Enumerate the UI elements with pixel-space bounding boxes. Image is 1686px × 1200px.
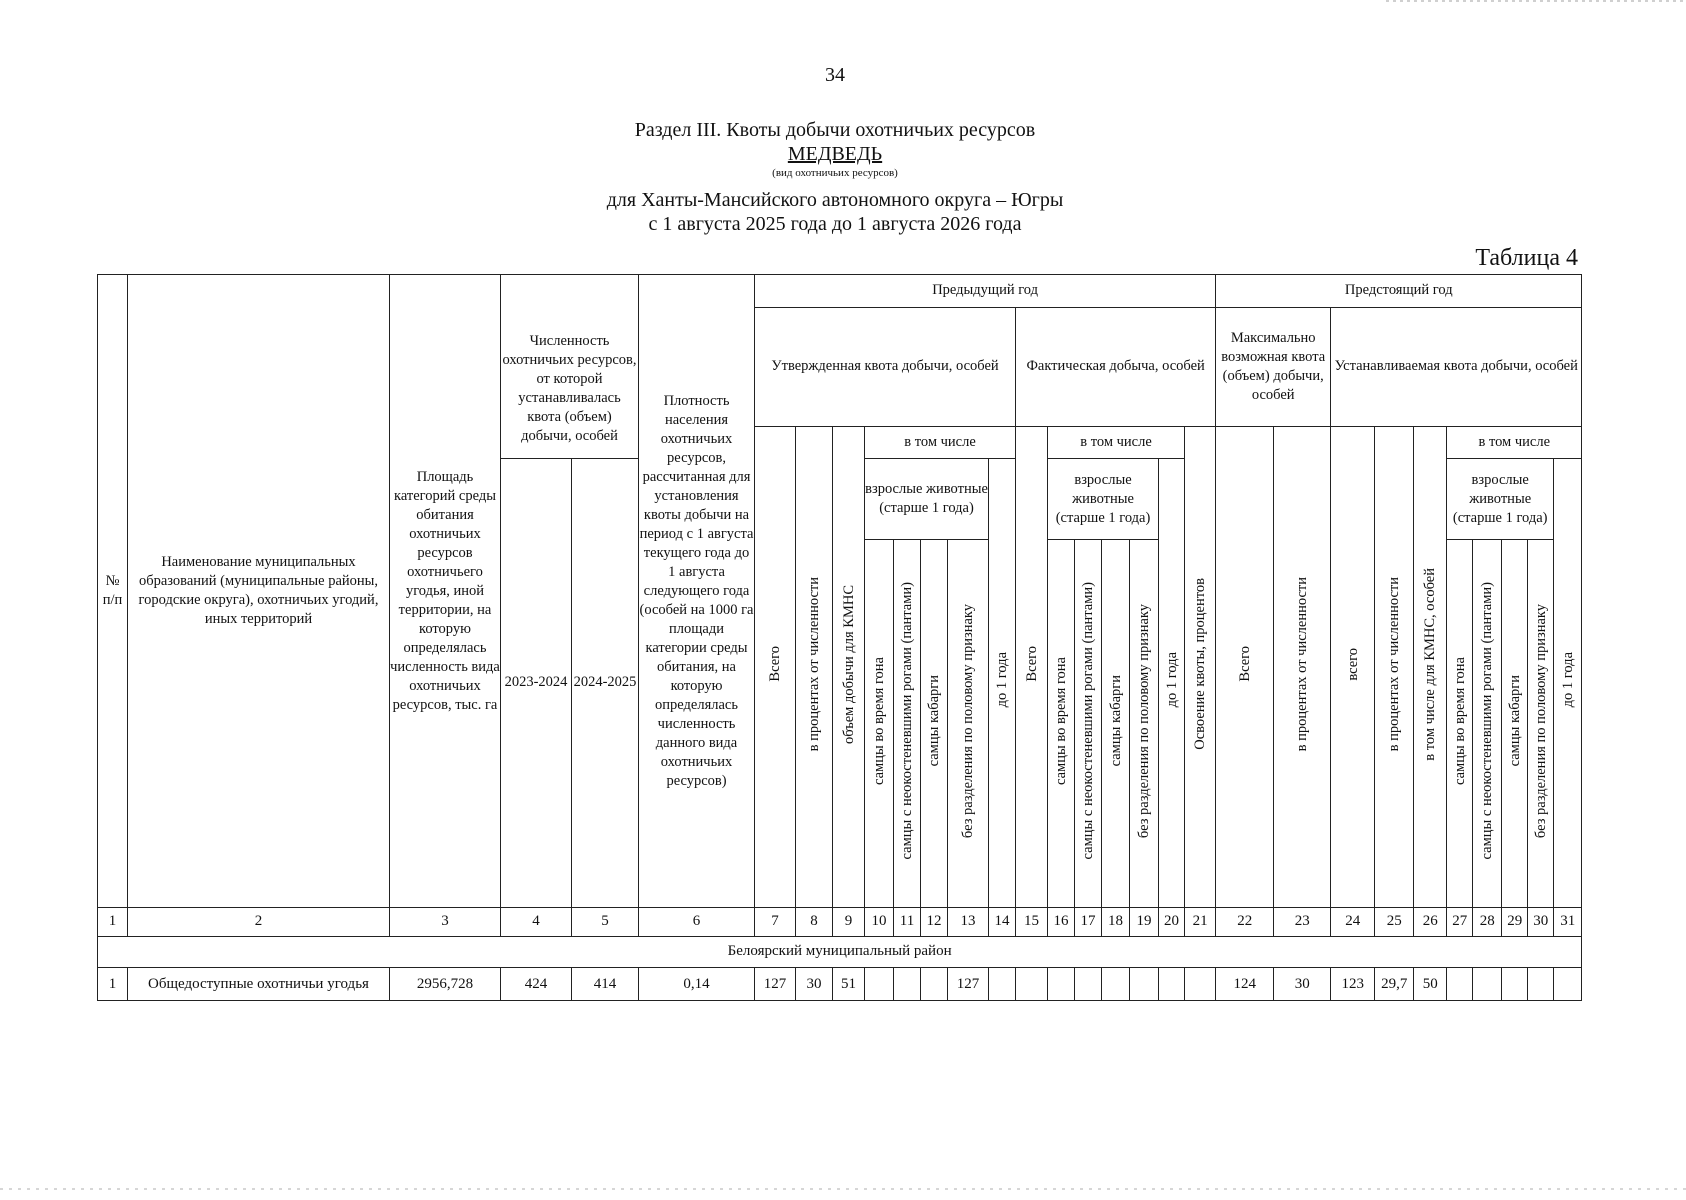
header-previous-year: Предыдущий год: [755, 275, 1216, 308]
column-number-cell: 25: [1375, 908, 1414, 937]
column-number-cell: 17: [1075, 908, 1102, 937]
table-cell: [1473, 968, 1502, 1001]
table-cell: 0,14: [639, 968, 755, 1001]
column-number-cell: 1: [98, 908, 128, 937]
table-row: [98, 968, 1582, 1001]
column-number-cell: 14: [989, 908, 1016, 937]
column-number-cell: 28: [1473, 908, 1502, 937]
table-cell: 51: [833, 968, 865, 1001]
header-pop-2024: 2024-2025: [572, 458, 639, 907]
header-max-pct: в процентах от численности: [1274, 427, 1331, 908]
table-cell: [1130, 968, 1159, 1001]
column-number-cell: 21: [1185, 908, 1216, 937]
column-number-cell: 7: [755, 908, 796, 937]
table-cell: [1102, 968, 1130, 1001]
header-quota-use: Освоение квоты, процентов: [1185, 427, 1216, 908]
column-number-cell: 20: [1159, 908, 1185, 937]
table-cell: [1502, 968, 1528, 1001]
table-cell: [1447, 968, 1473, 1001]
table-cell: 124: [1216, 968, 1274, 1001]
table-label: Таблица 4: [1475, 245, 1578, 271]
column-number-cell: 6: [639, 908, 755, 937]
column-number-cell: 31: [1554, 908, 1582, 937]
table-cell: [989, 968, 1016, 1001]
scan-edge-top: [1386, 0, 1686, 2]
header-no: № п/п: [98, 275, 128, 908]
table-cell: 1: [98, 968, 128, 1001]
header-set-males-antlers: самцы с неокостеневшими рогами (пантами): [1473, 540, 1502, 908]
table-cell: Общедоступные охотничьи угодья: [128, 968, 390, 1001]
table-cell: [1554, 968, 1582, 1001]
column-number-cell: 12: [921, 908, 948, 937]
header-fact-under1: до 1 года: [1159, 458, 1185, 907]
header-fact-total: Всего: [1016, 427, 1048, 908]
table-cell: [1075, 968, 1102, 1001]
header-population: Численность охотничьих ресурсов, от которой устанавливалась квота (объем) добычи, особей: [501, 275, 639, 459]
header-max-total: Всего: [1216, 427, 1274, 908]
table-cell: 127: [755, 968, 796, 1001]
header-set-under1: до 1 года: [1554, 458, 1582, 907]
header-fact-males-antlers: самцы с неокостеневшими рогами (пантами): [1075, 540, 1102, 908]
header-set-kmns: в том числе для КМНС, особей: [1414, 427, 1447, 908]
table-cell: 414: [572, 968, 639, 1001]
header-prev-males-rut: самцы во время гона: [865, 540, 894, 908]
column-number-cell: 24: [1331, 908, 1375, 937]
table-cell: [865, 968, 894, 1001]
header-set-no-sex: без разделения по половому признаку: [1528, 540, 1554, 908]
table-cell: [1528, 968, 1554, 1001]
header-set-quota: Устанавливаемая квота добычи, особей: [1331, 307, 1582, 426]
table-cell: 123: [1331, 968, 1375, 1001]
column-number-cell: 29: [1502, 908, 1528, 937]
table-cell: 50: [1414, 968, 1447, 1001]
header-set-males-musk: самцы кабарги: [1502, 540, 1528, 908]
header-area: Площадь категорий среды обитания охотничьих ресурсов охотничьего угодья, иной территории, на которую определялась численность вида охотничьих ресурсов, тыс. га: [390, 275, 501, 908]
quota-table: [97, 274, 1582, 1001]
region-title: для Ханты-Мансийского автономного округа – Югры: [606, 189, 1064, 211]
column-number-cell: 10: [865, 908, 894, 937]
column-number-cell: 23: [1274, 908, 1331, 937]
table-cell: [894, 968, 921, 1001]
header-set-including: в том числе: [1447, 427, 1582, 459]
column-number-cell: 22: [1216, 908, 1274, 937]
header-set-adults: взрослые животные (старше 1 года): [1447, 458, 1554, 540]
table-cell: 2956,728: [390, 968, 501, 1001]
header-fact-males-rut: самцы во время гона: [1048, 540, 1075, 908]
column-number-cell: 2: [128, 908, 390, 937]
column-number-cell: 8: [796, 908, 833, 937]
column-number-row: [98, 908, 1582, 937]
column-number-cell: 18: [1102, 908, 1130, 937]
column-number-cell: 9: [833, 908, 865, 937]
column-number-cell: 27: [1447, 908, 1473, 937]
header-prev-kmns: объем добычи для КМНС: [833, 427, 865, 908]
column-number-cell: 30: [1528, 908, 1554, 937]
header-set-males-rut: самцы во время гона: [1447, 540, 1473, 908]
header-prev-males-musk: самцы кабарги: [921, 540, 948, 908]
table-cell: 30: [796, 968, 833, 1001]
table-cell: [1185, 968, 1216, 1001]
page-number: 34: [825, 64, 845, 86]
header-set-total: всего: [1331, 427, 1375, 908]
column-number-cell: 13: [948, 908, 989, 937]
header-approved-quota: Утвержденная квота добычи, особей: [755, 307, 1016, 426]
column-number-cell: 3: [390, 908, 501, 937]
table-cell: 30: [1274, 968, 1331, 1001]
scan-edge-bottom: [0, 1188, 1686, 1190]
header-prev-under1: до 1 года: [989, 458, 1016, 907]
header-name: Наименование муниципальных образований (муниципальные районы, городские округа), охотничьих угодий, иных территорий: [128, 275, 390, 908]
table-cell: [1016, 968, 1048, 1001]
header-fact-no-sex: без разделения по половому признаку: [1130, 540, 1159, 908]
table-cell: 29,7: [1375, 968, 1414, 1001]
header-prev-including: в том числе: [865, 427, 1016, 459]
header-max-quota: Максимально возможная квота (объем) добычи, особей: [1216, 307, 1331, 426]
header-prev-adults: взрослые животные (старше 1 года): [865, 458, 989, 540]
header-next-year: Предстоящий год: [1216, 275, 1582, 308]
table-cell: 424: [501, 968, 572, 1001]
header-actual-harvest: Фактическая добыча, особей: [1016, 307, 1216, 426]
section-title: Раздел III. Квоты добычи охотничьих ресурсов: [634, 119, 1036, 141]
period-title: с 1 августа 2025 года до 1 августа 2026 года: [648, 213, 1022, 235]
region-row: Белоярский муниципальный район: [98, 936, 1582, 968]
column-number-cell: 11: [894, 908, 921, 937]
header-fact-including: в том числе: [1048, 427, 1185, 459]
column-number-cell: 19: [1130, 908, 1159, 937]
species-caption: (вид охотничьих ресурсов): [772, 167, 898, 179]
table-cell: 127: [948, 968, 989, 1001]
column-number-cell: 15: [1016, 908, 1048, 937]
header-fact-males-musk: самцы кабарги: [1102, 540, 1130, 908]
column-number-cell: 16: [1048, 908, 1075, 937]
document-heading: [0, 118, 1670, 236]
header-prev-no-sex: без разделения по половому признаку: [948, 540, 989, 908]
table-cell: [1159, 968, 1185, 1001]
header-pop-2023: 2023-2024: [501, 458, 572, 907]
header-prev-pct: в процентах от численности: [796, 427, 833, 908]
header-prev-males-antlers: самцы с неокостеневшими рогами (пантами): [894, 540, 921, 908]
table-cell: [1048, 968, 1075, 1001]
header-prev-total: Всего: [755, 427, 796, 908]
header-density: Плотность населения охотничьих ресурсов, рассчитанная для установления квоты добычи на период с 1 августа текущего года до 1 августа следующего года (особей на 1000 га площади категории среды обитания, на которую определялась численность данного вида охотничьих ресурсов): [639, 275, 755, 908]
column-number-cell: 26: [1414, 908, 1447, 937]
table-cell: [921, 968, 948, 1001]
column-number-cell: 5: [572, 908, 639, 937]
column-number-cell: 4: [501, 908, 572, 937]
header-set-pct: в процентах от численности: [1375, 427, 1414, 908]
species-name: МЕДВЕДЬ: [787, 143, 883, 165]
header-fact-adults: взрослые животные (старше 1 года): [1048, 458, 1159, 540]
